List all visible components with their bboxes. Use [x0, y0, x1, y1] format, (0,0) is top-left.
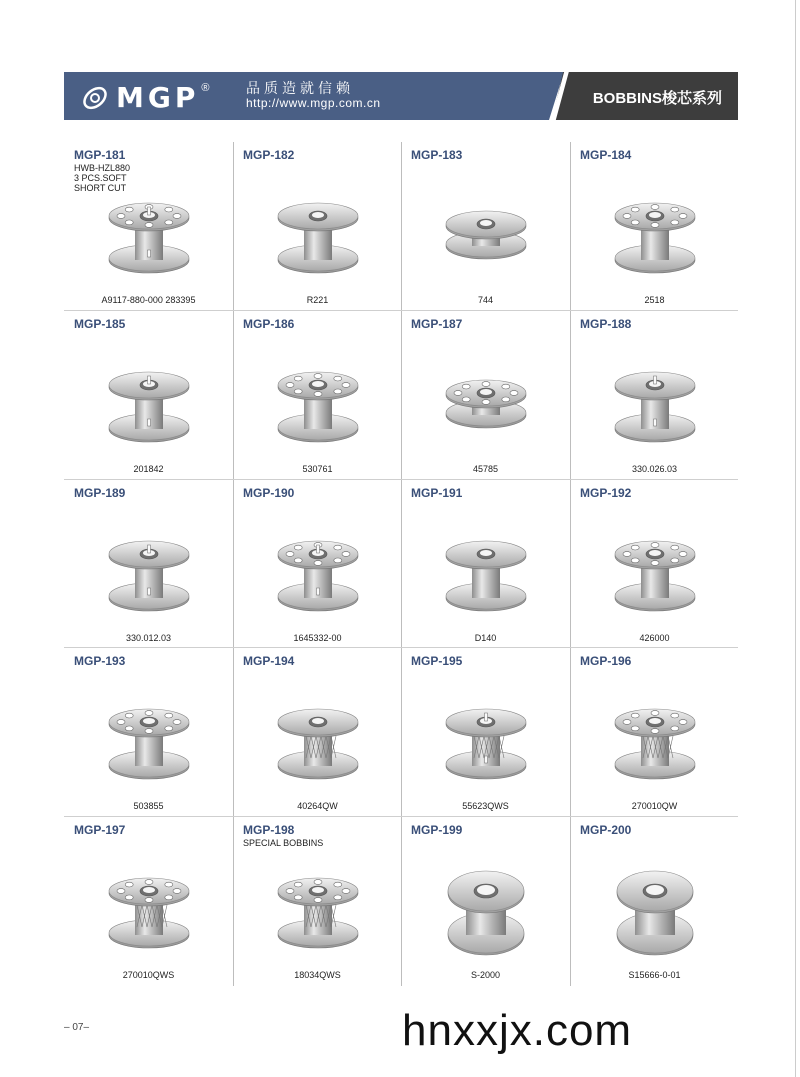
part-number: 45785	[472, 464, 499, 474]
product-code: MGP-182	[243, 148, 295, 162]
product-code: MGP-191	[411, 486, 463, 500]
bobbin-image	[101, 363, 197, 455]
product-cell	[401, 311, 570, 480]
product-code: MGP-194	[243, 654, 295, 668]
part-number: 330.026.03	[631, 464, 678, 474]
product-code: MGP-185	[74, 317, 126, 331]
part-number: S-2000	[470, 970, 501, 980]
bobbin-image	[270, 869, 366, 961]
product-code: MGP-200	[580, 823, 632, 837]
bobbin-image	[101, 194, 197, 286]
part-number: 55623QWS	[462, 801, 509, 811]
part-number: 426000	[639, 633, 670, 643]
part-number: 201842	[133, 464, 164, 474]
part-number: 530761	[302, 464, 333, 474]
product-cell	[570, 142, 739, 311]
part-number: 330.012.03	[125, 633, 172, 643]
product-cell	[64, 480, 233, 649]
bobbin-image	[101, 700, 197, 792]
bobbin-image	[607, 869, 703, 961]
product-cell	[401, 480, 570, 649]
product-cell	[401, 648, 570, 817]
product-cell	[64, 648, 233, 817]
product-cell	[233, 817, 402, 986]
part-number: D140	[474, 633, 497, 643]
bobbin-image	[270, 194, 366, 286]
product-code: MGP-197	[74, 823, 126, 837]
slogan-text: 品质造就信赖	[246, 80, 354, 96]
watermark: hnxxjx.com	[402, 1006, 633, 1055]
bobbin-image	[270, 532, 366, 624]
product-code: MGP-193	[74, 654, 126, 668]
product-cell	[233, 480, 402, 649]
product-code: MGP-187	[411, 317, 463, 331]
bobbin-image	[270, 363, 366, 455]
product-cell	[64, 817, 233, 986]
bobbin-image	[438, 700, 534, 792]
bobbin-image	[101, 532, 197, 624]
product-grid	[64, 142, 738, 986]
product-cell	[64, 142, 233, 311]
part-number: 270010QWS	[122, 970, 175, 980]
bobbin-image	[438, 194, 534, 286]
product-cell	[570, 480, 739, 649]
product-code: MGP-192	[580, 486, 632, 500]
product-code: MGP-190	[243, 486, 295, 500]
product-code: MGP-199	[411, 823, 463, 837]
logo-emblem-icon	[80, 83, 110, 113]
part-number: 18034QWS	[294, 970, 341, 980]
product-cell	[401, 142, 570, 311]
slogan-block	[246, 80, 381, 110]
bobbin-image	[607, 532, 703, 624]
part-number: 2518	[644, 295, 665, 305]
product-cell	[233, 311, 402, 480]
website-url[interactable]: http://www.mgp.com.cn	[246, 96, 381, 110]
page-number: – 07–	[64, 1022, 90, 1033]
bobbin-image	[607, 194, 703, 286]
product-cell	[64, 311, 233, 480]
bobbin-image	[438, 532, 534, 624]
page-edge	[795, 0, 796, 1077]
part-number: 40264QW	[297, 801, 338, 811]
product-code: MGP-196	[580, 654, 632, 668]
product-cell	[233, 648, 402, 817]
part-number: 270010QW	[631, 801, 678, 811]
product-code: MGP-195	[411, 654, 463, 668]
header-banner	[64, 72, 738, 120]
part-number: 1645332-00	[293, 633, 342, 643]
bobbin-image	[607, 700, 703, 792]
brand-logo	[80, 81, 209, 114]
part-number: R221	[306, 295, 329, 305]
bobbin-image	[270, 700, 366, 792]
bobbin-image	[438, 869, 534, 961]
product-code: MGP-188	[580, 317, 632, 331]
bobbin-image	[438, 363, 534, 455]
product-code: MGP-189	[74, 486, 126, 500]
product-cell	[401, 817, 570, 986]
product-note: SPECIAL BOBBINS	[243, 838, 324, 848]
product-note: HWB-HZL880 3 PCS.SOFT SHORT CUT	[74, 163, 131, 193]
product-cell	[570, 817, 739, 986]
logo-text: MGP	[116, 81, 200, 114]
product-cell	[570, 648, 739, 817]
product-code: MGP-184	[580, 148, 632, 162]
bobbin-image	[101, 869, 197, 961]
product-code: MGP-198	[243, 823, 295, 837]
registered-mark: ®	[201, 81, 210, 94]
part-number: 503855	[133, 801, 164, 811]
product-code: MGP-181	[74, 148, 126, 162]
product-code: MGP-186	[243, 317, 295, 331]
product-cell	[233, 142, 402, 311]
product-code: MGP-183	[411, 148, 463, 162]
part-number: 744	[477, 295, 494, 305]
product-cell	[570, 311, 739, 480]
category-title: BOBBINS梭芯系列	[592, 90, 722, 107]
bobbin-image	[607, 363, 703, 455]
part-number: A9117-880-000 283395	[101, 295, 196, 305]
part-number: S15666-0-01	[628, 970, 681, 980]
